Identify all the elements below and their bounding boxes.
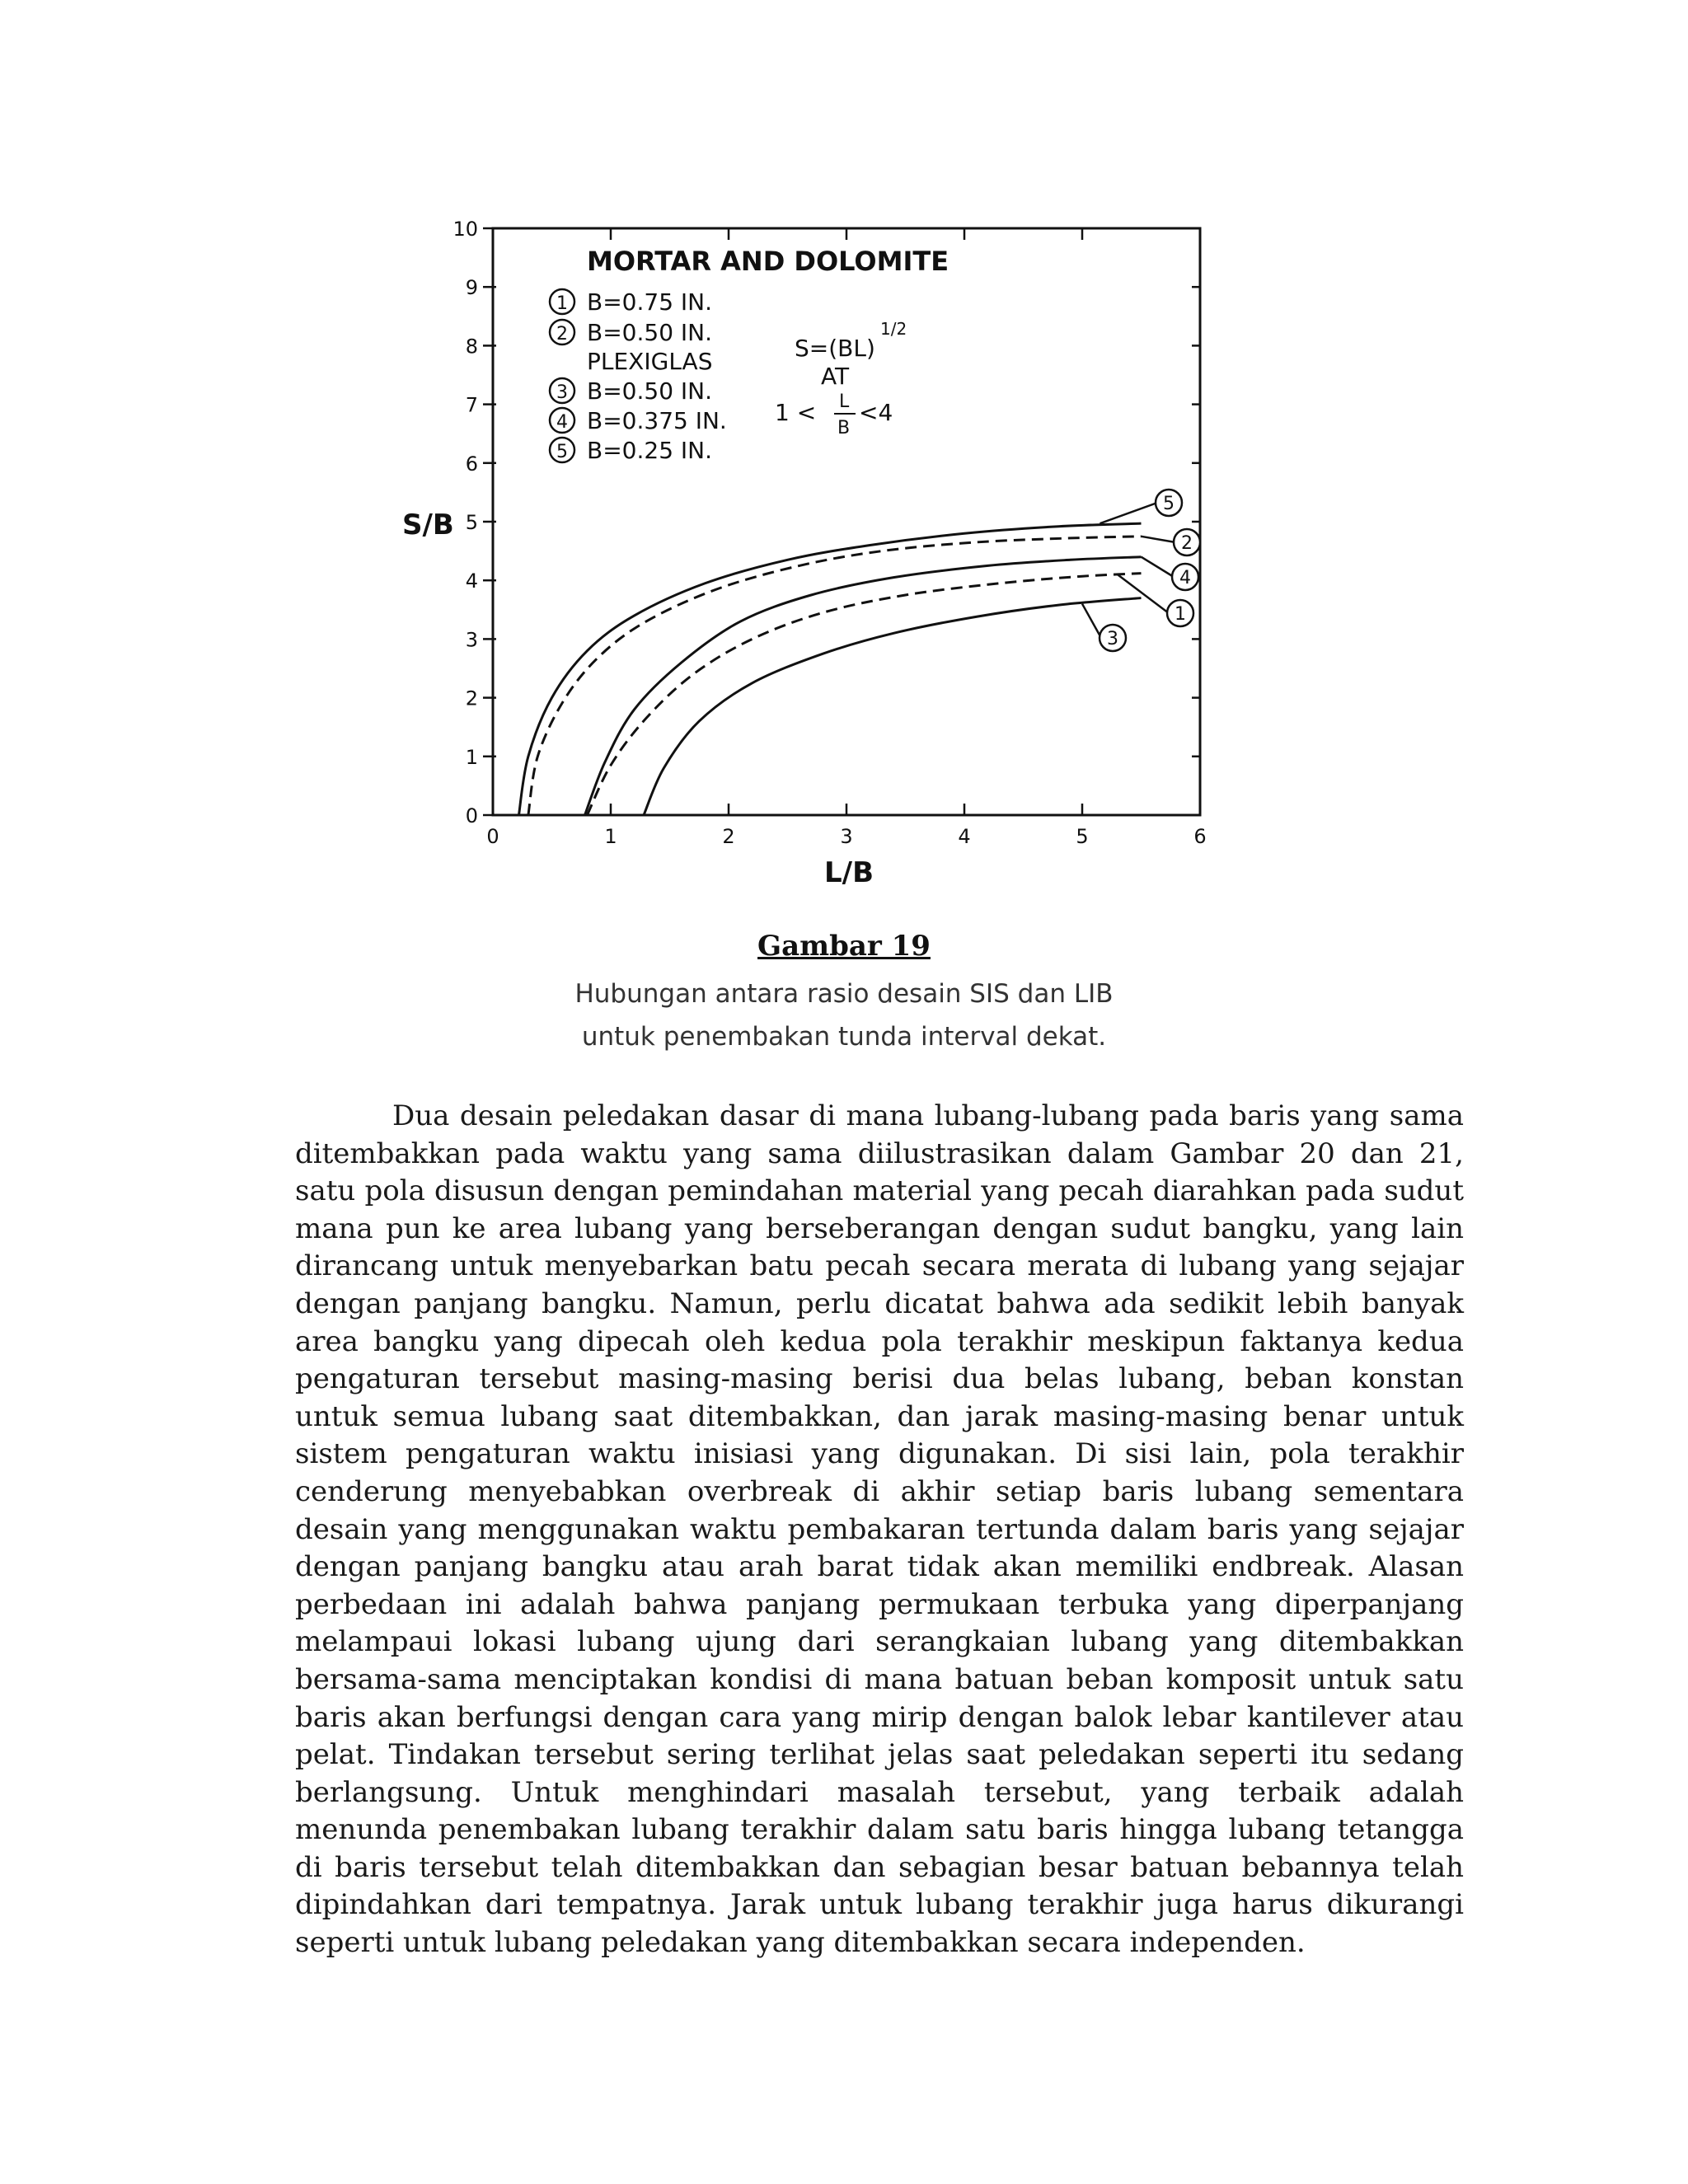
formula-frac-num: L xyxy=(839,391,850,412)
figure-caption xyxy=(0,930,1688,1058)
formula-range-left: 1 < xyxy=(775,399,817,426)
caption-line-2: untuk penembakan tunda interval dekat. xyxy=(581,1022,1107,1052)
legend-marker-3-label: 3 xyxy=(556,382,568,403)
y-tick-label: 8 xyxy=(465,335,478,359)
x-tick-label: 4 xyxy=(958,825,971,848)
formula xyxy=(775,319,907,438)
y-tick-label: 6 xyxy=(465,452,478,476)
y-tick-label: 3 xyxy=(465,628,478,652)
callout-leader-4 xyxy=(1142,557,1175,577)
x-tick-label: 3 xyxy=(840,825,853,848)
formula-exponent: 1/2 xyxy=(880,319,907,339)
x-axis-label: L/B xyxy=(824,856,874,889)
y-axis-label: S/B xyxy=(402,509,454,541)
callout-leader-3 xyxy=(1082,604,1101,638)
legend-marker-5-label: 5 xyxy=(556,442,568,462)
callout-label-4: 4 xyxy=(1179,568,1191,588)
curve-5 xyxy=(518,523,1141,815)
y-tick-label: 9 xyxy=(465,276,478,300)
x-tick-label: 1 xyxy=(604,825,617,848)
callout-label-3: 3 xyxy=(1107,629,1118,649)
legend-item-1: B=0.75 IN. xyxy=(587,288,713,316)
y-tick-label: 10 xyxy=(452,218,478,241)
formula-frac-den: B xyxy=(837,418,851,438)
body-paragraph: Dua desain peledakan dasar di mana lubang-lubang pada baris yang sama ditembakkan pada waktu yang sama diilustrasikan dalam Gambar 20 dan 21, satu pola disusun dengan pemindahan material yang pecah diarahkan pada sudut mana pun ke area lubang yang berseberangan dengan sudut bangku, yang lain dirancang untuk menyebarkan batu pecah secara merata di lubang yang sejajar dengan panjang bangku. Namun, perlu dicatat bahwa ada sedikit lebih banyak area bangku yang dipecah oleh kedua pola terakhir meskipun faktanya kedua pengaturan tersebut masing-masing berisi dua belas lubang, beban konstan untuk semua lubang saat ditembakkan, dan jarak masing-masing benar untuk sistem pengaturan waktu inisiasi yang digunakan. Di sisi lain, pola terakhir cenderung menyebabkan overbreak di akhir setiap baris lubang sementara desain yang menggunakan waktu pembakaran tertunda dalam baris yang sejajar dengan panjang bangku atau arah barat tidak akan memiliki endbreak. Alasan perbedaan ini adalah bahwa panjang permukaan terbuka yang diperpanjang melampaui lokasi lubang ujung dari serangkaian lubang yang ditembakkan bersama-sama menciptakan kondisi di mana batuan beban komposit untuk satu baris akan berfungsi dengan cara yang mirip dengan balok lebar kantilever atau pelat. Tindakan tersebut sering terlihat jelas saat peledakan seperti itu sedang berlangsung. Untuk menghindari masalah tersebut, yang terbaik adalah menunda penembakan lubang terakhir dalam satu baris hingga lubang tetangga di baris tersebut telah ditembakkan dan sebagian besar batuan bebannya telah dipindahkan dari tempatnya. Jarak untuk lubang terakhir juga harus dikurangi seperti untuk lubang peledakan yang ditembakkan secara independen. xyxy=(295,1099,1464,1960)
y-tick-label: 2 xyxy=(465,687,478,710)
formula-lhs: S=(BL) xyxy=(795,335,875,362)
curve-3 xyxy=(644,598,1141,815)
legend-item-3: B=0.50 IN. xyxy=(587,377,713,405)
legend-heading: MORTAR AND DOLOMITE xyxy=(587,246,950,277)
y-tick-label: 4 xyxy=(465,569,478,593)
y-tick-label: 1 xyxy=(465,745,478,769)
callout-leader-1 xyxy=(1118,574,1169,613)
legend-marker-2-label: 2 xyxy=(556,324,568,344)
formula-at: AT xyxy=(821,363,850,390)
legend-marker-1-label: 1 xyxy=(556,293,568,314)
plot-frame xyxy=(493,228,1200,815)
y-tick-label: 7 xyxy=(465,393,478,417)
curve-4 xyxy=(585,557,1142,815)
x-tick-label: 0 xyxy=(486,825,499,848)
sb-vs-lb-chart xyxy=(387,214,1245,907)
callout-label-2: 2 xyxy=(1181,533,1193,554)
y-tick-label: 0 xyxy=(465,804,478,827)
callout-leader-5 xyxy=(1100,503,1157,523)
x-tick-label: 5 xyxy=(1076,825,1089,848)
callout-leader-2 xyxy=(1142,537,1176,542)
caption-title: Gambar 19 xyxy=(757,930,931,963)
legend-item-5: B=0.25 IN. xyxy=(587,437,713,464)
x-tick-label: 2 xyxy=(722,825,735,848)
x-tick-label: 6 xyxy=(1193,825,1207,848)
formula-range-right: <4 xyxy=(859,399,893,426)
legend-item-4: B=0.375 IN. xyxy=(587,407,727,434)
legend xyxy=(550,246,949,464)
legend-subheading-plexiglas: PLEXIGLAS xyxy=(587,348,713,375)
figure-chart xyxy=(387,214,1245,907)
callout-label-5: 5 xyxy=(1163,494,1175,514)
legend-item-2: B=0.50 IN. xyxy=(587,319,713,346)
caption-line-1: Hubungan antara rasio desain SIS dan LIB xyxy=(574,979,1114,1009)
legend-marker-4-label: 4 xyxy=(556,412,568,433)
callout-label-1: 1 xyxy=(1175,604,1186,625)
y-tick-label: 5 xyxy=(465,511,478,534)
